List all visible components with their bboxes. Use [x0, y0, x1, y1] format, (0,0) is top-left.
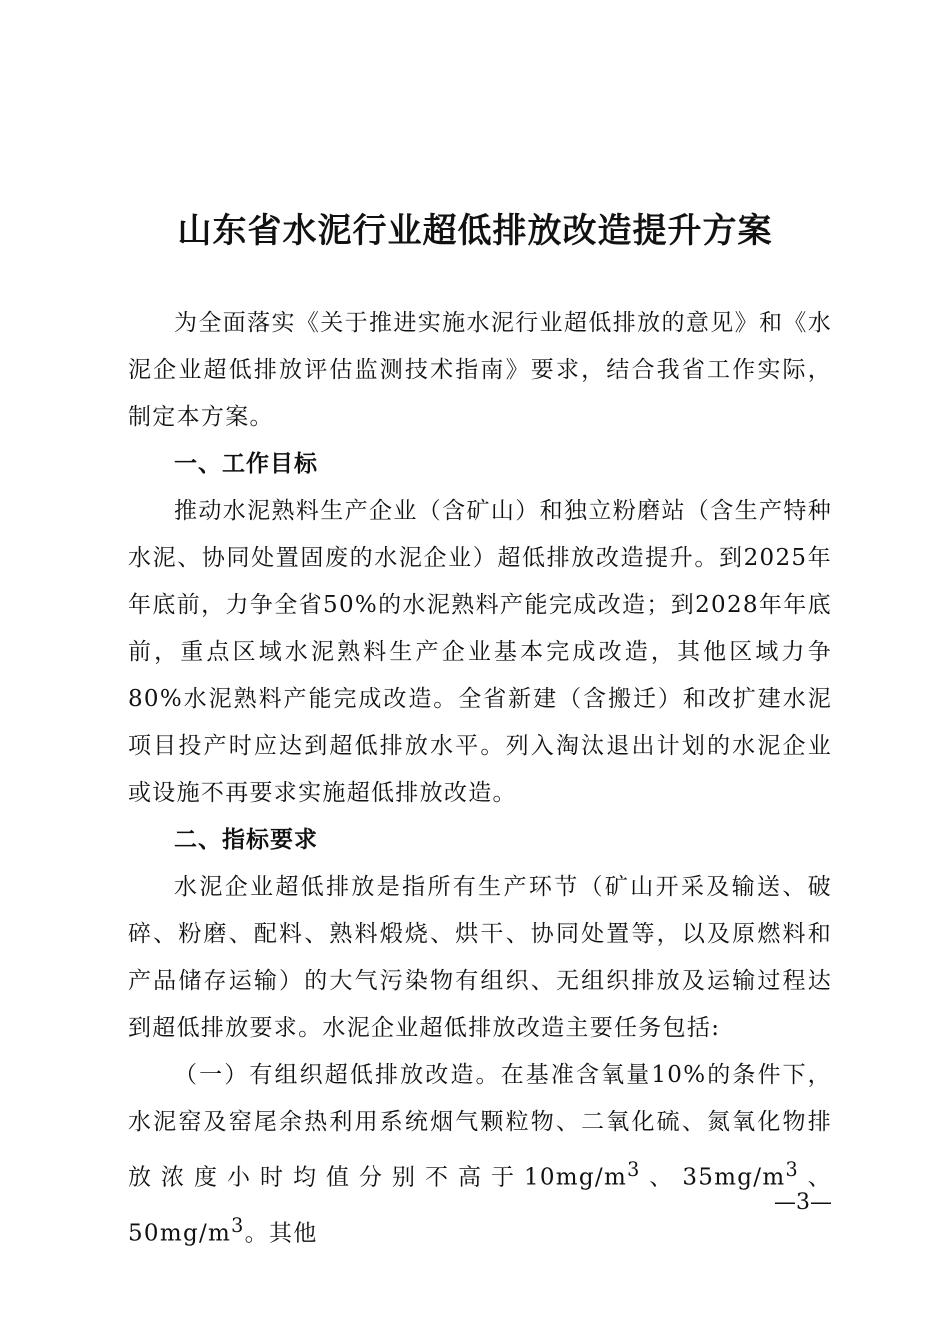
page-number: —3— — [774, 1190, 832, 1215]
nitrogen-oxide-limit-unit-exponent: 3 — [231, 1213, 245, 1237]
section-heading-work-goals: 一、工作目标 — [174, 451, 318, 477]
nitrogen-oxide-limit: 50mg/m — [128, 1220, 232, 1247]
work-goals-paragraph: 推动水泥熟料生产企业（含矿山）和独立粉磨站（含生产特种水泥、协同处置固废的水泥企业）超低排放改造提升。到2025年年底前，力争全省50%的水泥熟料产能完成改造；到2028年年底前，重点区域水泥熟料生产企业基本完成改造，其他区域力争80%水泥熟料产能完成改造。全省新建（含搬迁）和改扩建水泥项目投产时应达到超低排放水平。列入淘汰退出计划的水泥企业或设施不再要求实施超低排放改造。 — [128, 498, 832, 806]
document-title: 山东省水泥行业超低排放改造提升方案 — [177, 211, 773, 251]
limit-separator: 、 — [798, 1164, 832, 1191]
document-body — [128, 300, 832, 1257]
organized-emission-tail: 。其他 — [244, 1220, 318, 1247]
section-heading-indicator-requirements: 二、指标要求 — [174, 827, 318, 853]
sulfur-dioxide-limit-unit-exponent: 3 — [785, 1158, 799, 1181]
sulfur-dioxide-limit: 35mg/m — [682, 1164, 786, 1191]
indicator-requirements-paragraph: 水泥企业超低排放是指所有生产环节（矿山开采及输送、破碎、粉磨、配料、熟料煅烧、烘干、协同处置等，以及原燃料和产品储存运输）的大气污染物有组织、无组织排放及运输过程达到超低排放要求。水泥企业超低排放改造主要任务包括: — [128, 874, 832, 1041]
organized-emission-paragraph — [128, 1052, 832, 1257]
organized-emission-lead: （一）有组织超低排放改造。在基准含氧量10%的条件下，水泥窑及窑尾余热利用系统烟气颗粒物、二氧化硫、氮氧化物排放浓度小时均值分别不高于 — [128, 1062, 832, 1191]
intro-paragraph: 为全面落实《关于推进实施水泥行业超低排放的意见》和《水泥企业超低排放评估监测技术指南》要求，结合我省工作实际，制定本方案。 — [128, 310, 832, 430]
limit-separator: 、 — [640, 1164, 683, 1191]
particulate-limit: 10mg/m — [523, 1164, 628, 1191]
particulate-limit-unit-exponent: 3 — [627, 1158, 641, 1181]
